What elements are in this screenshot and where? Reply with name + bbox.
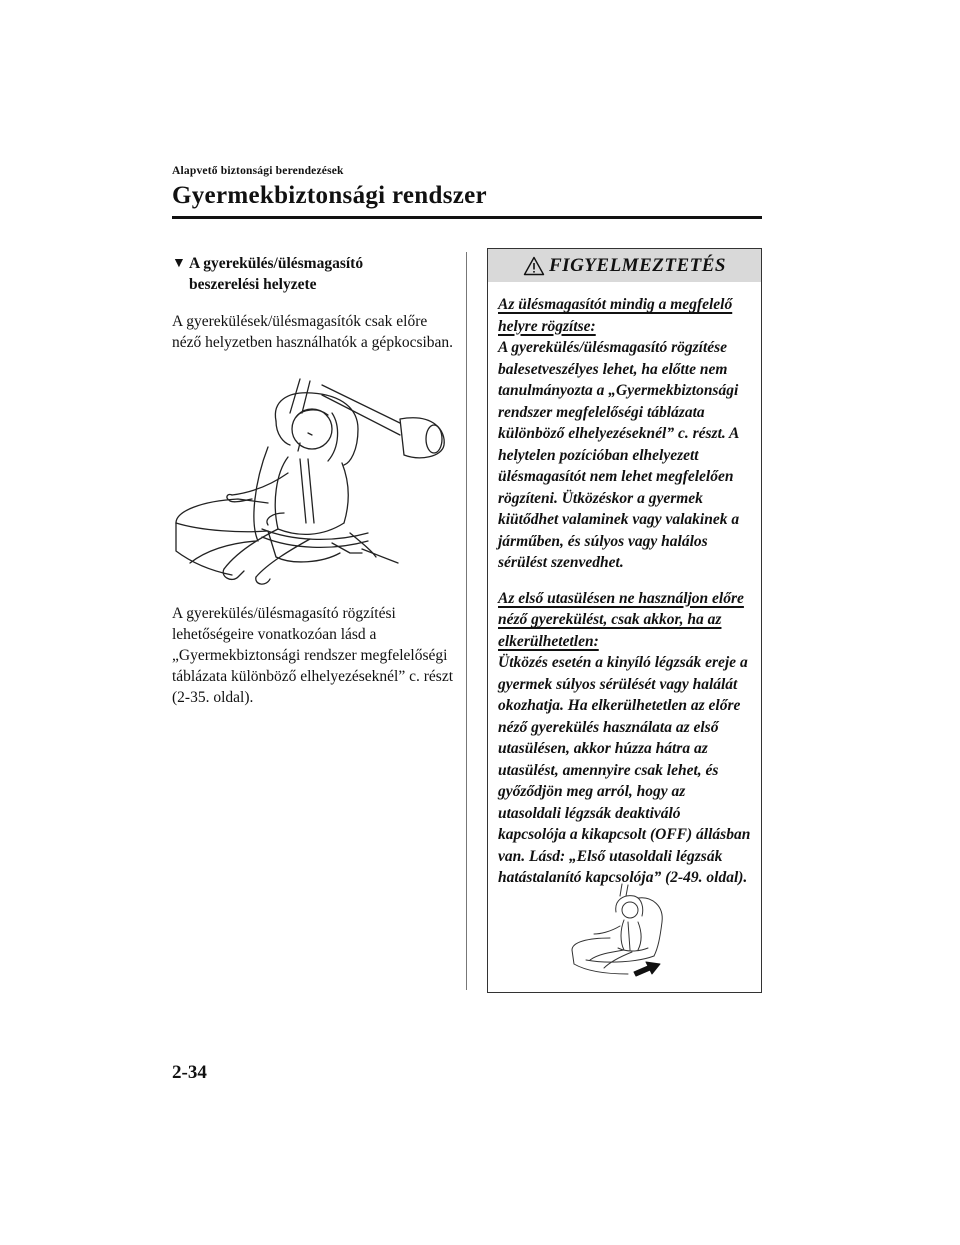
- warning-block-text: A gyerekülés/ülésmagasító rögzítése balesetveszélyes lehet, ha előtte nem tanulmányozta a „Gyermekbiztonsági rendszer megfelelőségi táblázata különböző elhelyezéseknél” c. részt. A helytelen pozícióban elhelyezett ülésmagasítót nem lehet megfelelően rögzíteni. Ütközéskor a gyermek kiütődhet valaminek vagy valakinek a járműben, és súlyos vagy halálos sérülést szenvedhet.: [498, 339, 740, 571]
- warning-triangle-icon: [523, 256, 545, 276]
- subheading: [172, 253, 457, 295]
- page-title: Gyermekbiztonsági rendszer: [172, 182, 487, 209]
- intro-paragraph: A gyerekülések/ülésmagasítók csak előre néző helyzetben használhatók a gépkocsiban.: [172, 313, 454, 351]
- warning-block-title: Az első utasülésen ne használjon előre néző gyerekülést, csak akkor, ha az elkerülhetetlen:: [498, 589, 744, 650]
- booster-seat-illustration: [172, 373, 457, 585]
- subheading-line-1: A gyerekülés/ülésmagasító: [189, 255, 364, 272]
- warning-block: [498, 294, 751, 574]
- title-rule: [172, 216, 762, 219]
- front-seat-illustration: [568, 882, 680, 982]
- warning-header-text: FIGYELMEZTETÉS: [549, 254, 726, 276]
- subheading-line-2: beszerelési helyzete: [189, 276, 317, 293]
- warning-body: [488, 282, 761, 889]
- warning-block-title: Az ülésmagasítót mindig a megfelelő helyre rögzítse:: [498, 296, 733, 335]
- triangle-marker-icon: ▼: [172, 256, 186, 271]
- warning-block-text: Ütközés esetén a kinyíló légzsák ereje a gyermek súlyos sérülését vagy halálát okozhatja. Ha elkerülhetetlen az előre néző gyerekülés használata az első utasülésen, akkor húzza hátra az utasülést, amennyire csak lehet, és győződjön meg arról, hogy az utasoldali légzsák deaktiváló kapcsolója a kikapcsolt (OFF) állásban van. Lásd: „Első utasoldali légzsák hatástalanító kapcsolója” (2-49. oldal).: [498, 654, 751, 886]
- page-number: 2-34: [172, 1062, 207, 1083]
- reference-paragraph: A gyerekülés/ülésmagasító rögzítési lehetőségeire vonatkozóan lásd a „Gyermekbiztonsági rendszer megfelelőségi táblázata különböző elhelyezéseknél” c. részt (2-35. oldal).: [172, 605, 454, 706]
- left-column: [172, 253, 457, 708]
- warning-header: [488, 249, 761, 282]
- section-label: Alapvető biztonsági berendezések: [172, 165, 344, 177]
- column-divider: [466, 252, 467, 990]
- warning-block: [498, 588, 751, 889]
